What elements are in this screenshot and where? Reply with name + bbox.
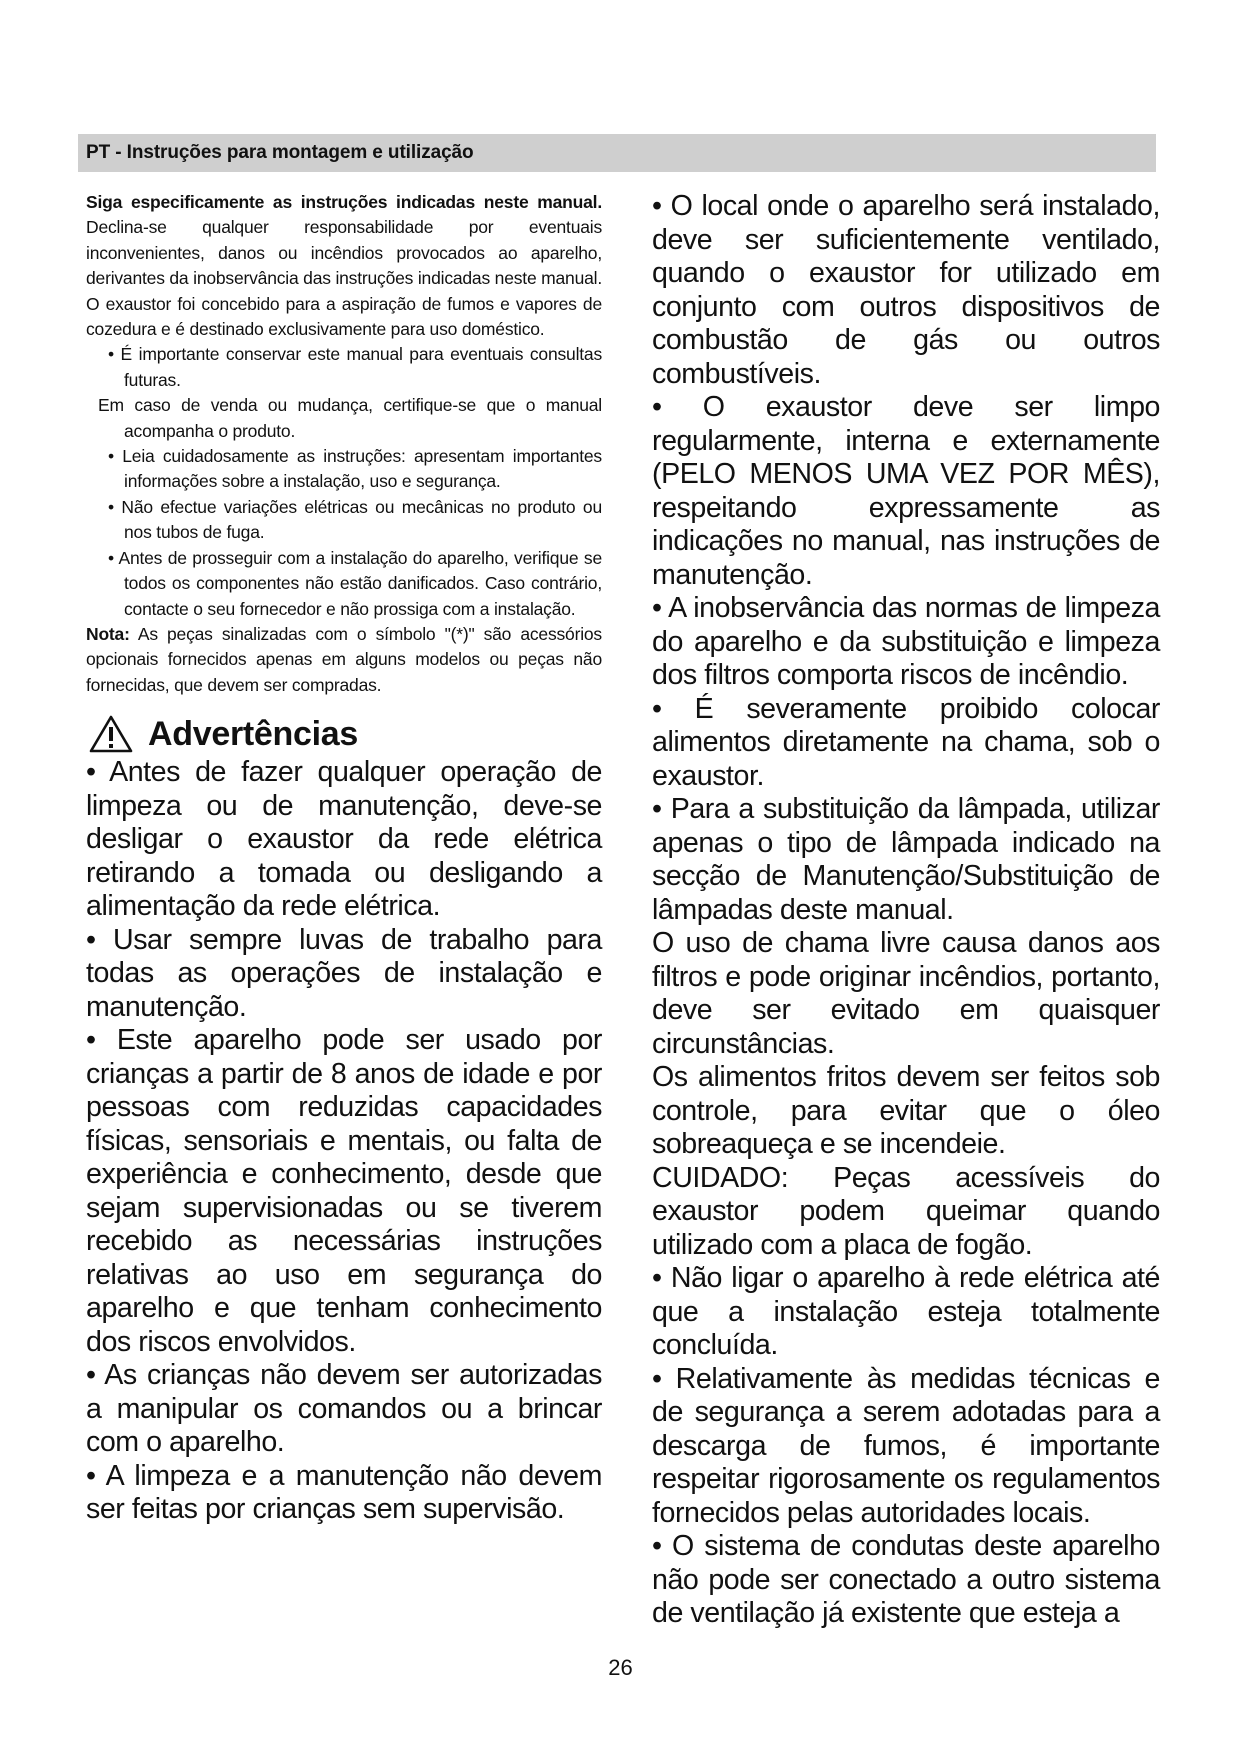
- intro-bullet-1-continuation: Em caso de venda ou mudança, certifique-se que o manual acompanha o produto.: [98, 395, 602, 441]
- warning-right-3: • A inobservância das normas de limpeza do aparelho e da substituição e limpeza dos filtros comporta riscos de incêndio.: [652, 592, 1160, 691]
- right-column: [652, 190, 1160, 1631]
- warning-right-8: CUIDADO: Peças acessíveis do exaustor podem queimar quando utilizado com a placa de fogão.: [652, 1161, 1160, 1261]
- warning-right-7: Os alimentos fritos devem ser feitos sob controle, para evitar que o óleo sobreaqueça e se incendeie.: [652, 1061, 1160, 1160]
- intro-bullet-list: [86, 342, 602, 621]
- warning-left-4: • As crianças não devem ser autorizadas a manipular os comandos ou a brincar com o aparelho.: [86, 1359, 602, 1459]
- intro-lead-bold: Siga especificamente as instruções indicadas neste manual.: [86, 192, 602, 212]
- note-paragraph: [86, 622, 602, 698]
- intro-paragraph: [86, 190, 602, 342]
- warnings-title: Advertências: [148, 714, 358, 753]
- note-label: Nota:: [86, 623, 130, 644]
- page-number: 26: [608, 1655, 633, 1680]
- intro-bullet-3: • Não efectue variações elétricas ou mecânicas no produto ou nos tubos de fuga.: [108, 496, 602, 543]
- left-column: [86, 190, 602, 1527]
- warning-right-6: O uso de chama livre causa danos aos filtros e pode originar incêndios, portanto, deve ser evitado em quaisquer circunstâncias.: [652, 927, 1160, 1060]
- intro-bullet-1: • É importante conservar este manual para eventuais consultas futuras.: [108, 344, 602, 390]
- warnings-heading: [86, 714, 602, 754]
- warning-right-5: • Para a substituição da lâmpada, utilizar apenas o tipo de lâmpada indicado na secção de Manutenção/Substituição de lâmpadas deste manual.: [652, 793, 1160, 926]
- warning-left-5: • A limpeza e a manutenção não devem ser feitas por crianças sem supervisão.: [86, 1459, 602, 1526]
- section-title: PT - Instruções para montagem e utilização: [86, 142, 474, 163]
- note-text: As peças sinalizadas com o símbolo "(*)" são acessórios opcionais fornecidos apenas em alguns modelos ou peças não fornecidas, que devem ser compradas.: [86, 623, 602, 695]
- warning-right-4: • É severamente proibido colocar alimentos diretamente na chama, sob o exaustor.: [652, 692, 1160, 792]
- warning-right-1: • O local onde o aparelho será instalado, deve ser suficientemente ventilado, quando o exaustor for utilizado em conjunto com outros dispositivos de combustão de gás ou outros combustíveis.: [652, 190, 1160, 390]
- warning-right-9: • Não ligar o aparelho à rede elétrica até que a instalação esteja totalmente concluída.: [652, 1262, 1160, 1361]
- warning-right-11: • O sistema de condutas deste aparelho não pode ser conectado a outro sistema de ventilação já existente que esteja a: [652, 1530, 1160, 1629]
- intro-bullet-2: • Leia cuidadosamente as instruções: apresentam importantes informações sobre a instalação, uso e segurança.: [108, 446, 602, 492]
- intro-bullet-4: • Antes de prosseguir com a instalação do aparelho, verifique se todos os componentes não estão danificados. Caso contrário, contacte o seu fornecedor e não prossiga com a instalação.: [108, 547, 602, 619]
- section-header-bar: [78, 134, 1156, 172]
- warning-left-2: • Usar sempre luvas de trabalho para todas as operações de instalação e manutenção.: [86, 923, 602, 1023]
- warning-left-1: • Antes de fazer qualquer operação de limpeza ou de manutenção, deve-se desligar o exaustor da rede elétrica retirando a tomada ou desligando a alimentação da rede elétrica.: [86, 756, 602, 923]
- warning-right-2: • O exaustor deve ser limpo regularmente, interna e externamente (PELO MENOS UMA VEZ POR MÊS), respeitando expressamente as indicações no manual, nas instruções de manutenção.: [652, 391, 1160, 591]
- warning-triangle-icon: [88, 714, 134, 754]
- warning-left-3: • Este aparelho pode ser usado por crianças a partir de 8 anos de idade e por pessoas com reduzidas capacidades físicas, sensoriais e mentais, ou falta de experiência e conhecimento, desde que sejam supervisionadas ou se tiverem recebido as necessárias instruções relativas ao uso em segurança do aparelho e que tenham conhecimento dos riscos envolvidos.: [86, 1024, 602, 1358]
- intro-lead-text: Declina-se qualquer responsabilidade por eventuais inconvenientes, danos ou incêndios provocados ao aparelho, derivantes da inobservância das instruções indicadas neste manual. O exaustor foi concebido para a aspiração de fumos e vapores de cozedura e é destinado exclusivamente para uso doméstico.: [86, 217, 603, 340]
- warning-right-10: • Relativamente às medidas técnicas e de segurança a serem adotadas para a descarga de fumos, é importante respeitar rigorosamente os regulamentos fornecidos pelas autoridades locais.: [652, 1362, 1160, 1529]
